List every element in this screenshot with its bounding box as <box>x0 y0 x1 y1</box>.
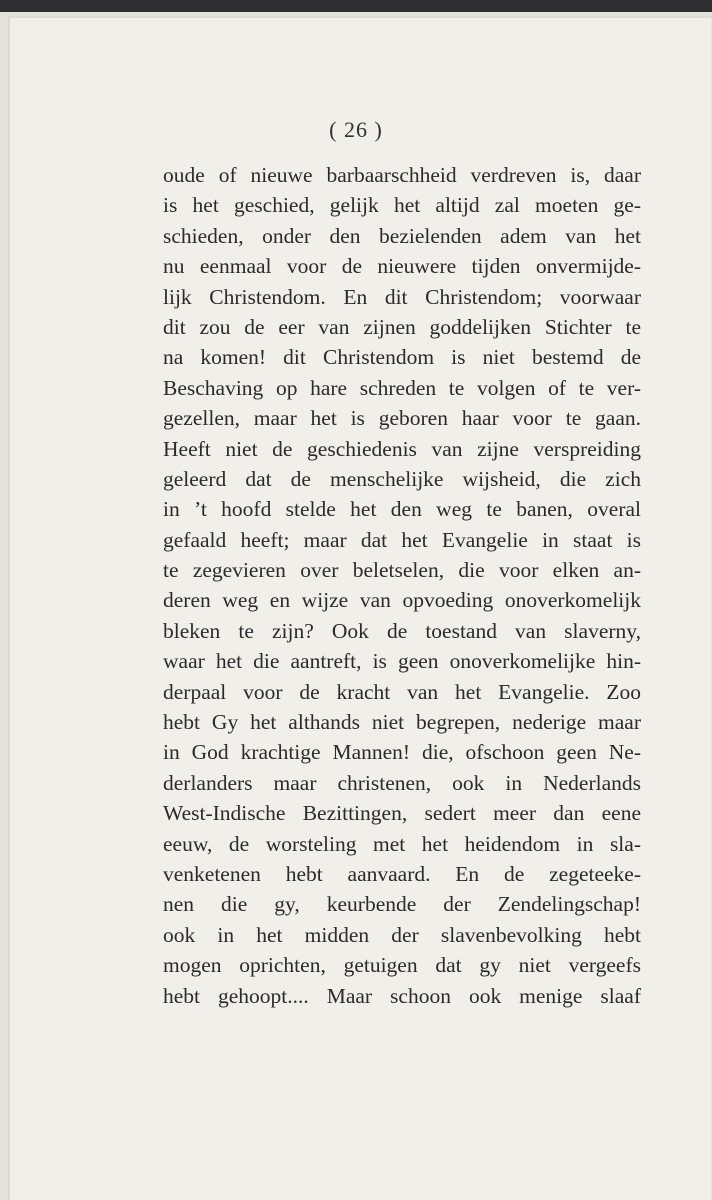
text-line: Heeft niet de geschiedenis van zijne verspreiding <box>163 436 641 461</box>
text-line: ook in het midden der slavenbevolking hebt <box>163 922 641 947</box>
text-line: West-Indische Bezittingen, sedert meer dan eene <box>163 801 641 826</box>
text-line: in ’t hoofd stelde het den weg te banen, overal <box>163 497 641 522</box>
text-line: hebt Gy het althands niet begrepen, nederige maar <box>163 710 641 735</box>
text-line: mogen oprichten, getuigen dat gy niet vergeefs <box>163 953 641 978</box>
text-line: derlanders maar christenen, ook in Nederlands <box>163 770 641 795</box>
text-line: waar het die aantreft, is geen onoverkomelijke hin- <box>163 649 641 674</box>
text-line: lijk Christendom. En dit Christendom; voorwaar <box>163 284 641 309</box>
text-line: eeuw, de worsteling met het heidendom in sla- <box>163 831 641 856</box>
text-line: hebt gehoopt.... Maar schoon ook menige slaaf <box>163 983 641 1008</box>
text-line: schieden, onder den bezielenden adem van het <box>163 223 641 248</box>
scan-border <box>0 0 712 12</box>
text-line: gefaald heeft; maar dat het Evangelie in staat is <box>163 527 641 552</box>
text-line: na komen! dit Christendom is niet bestemd de <box>163 345 641 370</box>
text-line: gezellen, maar het is geboren haar voor te gaan. <box>163 406 641 431</box>
text-line: nen die gy, keurbende der Zendelingschap! <box>163 892 641 917</box>
text-line: dit zou de eer van zijnen goddelijken Stichter te <box>163 314 641 339</box>
page-number-header: ( 26 ) <box>329 117 383 142</box>
text-line: bleken te zijn? Ook de toestand van slaverny, <box>163 618 641 643</box>
text-line: te zegevieren over beletselen, die voor elken an- <box>163 558 641 583</box>
text-line: deren weg en wijze van opvoeding onoverkomelijk <box>163 588 641 613</box>
body-text <box>163 160 641 1011</box>
text-line: nu eenmaal voor de nieuwere tijden onvermijde- <box>163 254 641 279</box>
text-line: geleerd dat de menschelijke wijsheid, die zich <box>163 466 641 491</box>
text-line: oude of nieuwe barbaarschheid verdreven is, daar <box>163 163 641 187</box>
text-line: Beschaving op hare schreden te volgen of te ver- <box>163 375 641 400</box>
text-line: venketenen hebt aanvaard. En de zegeteeke- <box>163 861 641 886</box>
text-line: is het geschied, gelijk het altijd zal moeten ge- <box>163 193 641 218</box>
text-line: derpaal voor de kracht van het Evangelie. Zoo <box>163 679 641 704</box>
text-line: in God krachtige Mannen! die, ofschoon geen Ne- <box>163 740 641 765</box>
